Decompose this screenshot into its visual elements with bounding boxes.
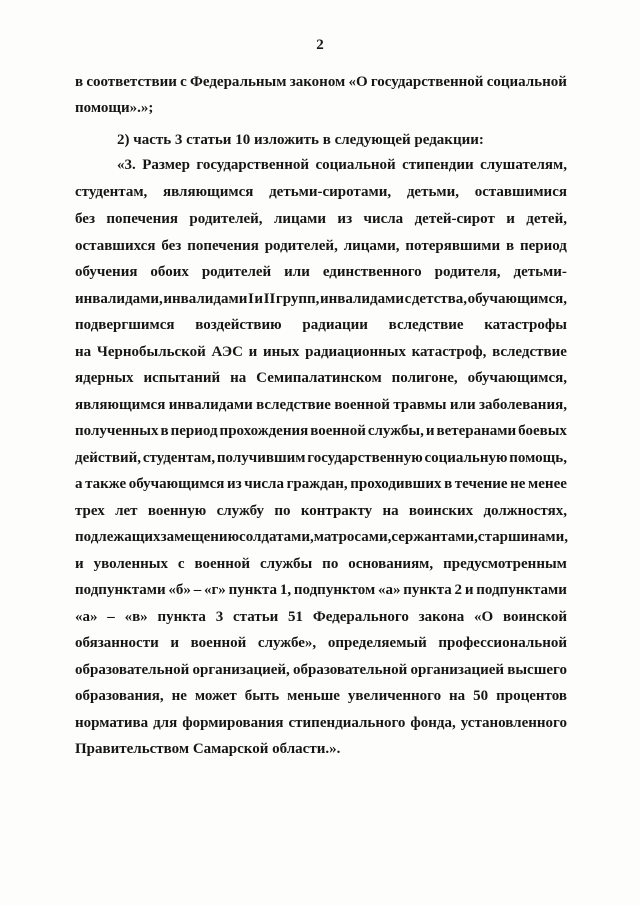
word: на [382, 503, 399, 519]
word: соответствии [86, 74, 177, 90]
word: воинской [502, 609, 567, 625]
word: Федеральным [190, 74, 287, 90]
word: – [107, 609, 115, 625]
word: образовательной [75, 662, 190, 678]
text-line [75, 289, 567, 309]
word: детьми-сиротами, [269, 184, 392, 200]
word: подпунктом [293, 582, 376, 598]
word: может [194, 688, 237, 704]
text-line [75, 155, 567, 175]
word: период [170, 423, 218, 439]
text-line [75, 182, 567, 202]
word: сержантами, [391, 529, 478, 545]
word: являющимся [75, 397, 166, 413]
word: испытаний [143, 370, 221, 386]
word: и [506, 211, 515, 227]
word: законом [289, 74, 346, 90]
word: Самарской [192, 741, 269, 757]
word: фонда, [410, 715, 456, 731]
word: пункта [403, 582, 452, 598]
word: без [161, 238, 182, 254]
word: в [75, 74, 84, 90]
word: высшего [507, 662, 567, 678]
word: катастрофы [484, 317, 567, 333]
word: и [75, 556, 84, 572]
word: и [170, 635, 180, 651]
word: полигоне, [391, 370, 458, 386]
word: быть [244, 688, 280, 704]
word: из [227, 476, 242, 492]
text-line [75, 580, 567, 600]
text-line [75, 474, 567, 494]
word: катастроф, [411, 344, 487, 360]
word: на [449, 688, 466, 704]
word: воинских [408, 503, 474, 519]
word: государственной [196, 157, 309, 173]
word: области.». [272, 741, 341, 757]
word: проходивших [350, 476, 442, 492]
word: подпунктами [476, 582, 567, 598]
word: детьми, [406, 184, 459, 200]
word: инвалидами [319, 291, 404, 307]
word: студентам, [75, 184, 148, 200]
word: обучения [75, 264, 138, 280]
word: родителей [201, 264, 272, 280]
text-line [75, 262, 567, 282]
word: службу [216, 503, 265, 519]
word: детей, [526, 211, 567, 227]
word: инвалидами [163, 291, 248, 307]
word: государственной [370, 74, 484, 90]
word: определяемый [327, 635, 427, 651]
word: воздействию [195, 317, 282, 333]
word: военную [147, 503, 207, 519]
word: обучающимся [128, 476, 225, 492]
text-line [75, 527, 567, 547]
text-line [75, 739, 567, 759]
word: обучающимся, [467, 291, 567, 307]
word: статьи [233, 609, 279, 625]
word: 10 [235, 132, 251, 148]
word: 3 [174, 132, 183, 148]
word: стипендиального [288, 715, 406, 731]
word: «г» [203, 582, 226, 598]
word: подлежащих [75, 529, 161, 545]
word: инвалидами [168, 397, 253, 413]
word: детей-сирот [414, 211, 495, 227]
word: 51 [288, 609, 304, 625]
word: групп, [275, 291, 320, 307]
word: получившим [216, 450, 306, 466]
word: менее [528, 476, 567, 492]
word: и [425, 423, 435, 439]
word: оставшихся [75, 238, 156, 254]
word: «а» [377, 582, 401, 598]
word: не [171, 688, 187, 704]
word: заболевания, [479, 397, 567, 413]
word: «а» [75, 609, 98, 625]
text-line [75, 130, 567, 150]
word: солдатами, [239, 529, 314, 545]
word: помощь, [509, 450, 567, 466]
word: попечения [106, 211, 178, 227]
word: старшинами, [477, 529, 569, 545]
word: контракту [300, 503, 373, 519]
word: Чернобыльской [96, 344, 206, 360]
word: пункта [157, 609, 206, 625]
word: закона [418, 609, 465, 625]
word: боевых [518, 423, 567, 439]
word: ветеранами [436, 423, 517, 439]
word: «О [348, 74, 368, 90]
text-line [75, 72, 567, 92]
word: 3 [215, 609, 224, 625]
text-line [75, 236, 567, 256]
word: Семипалатинском [256, 370, 382, 386]
word: образовательной [293, 662, 408, 678]
text-line [75, 448, 567, 468]
word: и [464, 582, 474, 598]
word: прохождения [219, 423, 309, 439]
word: действий, [75, 450, 142, 466]
word: военной [190, 635, 247, 651]
word: изложить [253, 132, 319, 148]
word: установленного [460, 715, 567, 731]
text-line [75, 607, 567, 627]
word: основаниям, [348, 556, 434, 572]
word: – [193, 582, 202, 598]
word: организацией, [192, 662, 290, 678]
word: травмы [393, 397, 447, 413]
word: социальную [424, 450, 508, 466]
word: норматива [75, 715, 149, 731]
word: для [153, 715, 178, 731]
word: часть [133, 132, 172, 148]
word: являющимся [163, 184, 254, 200]
word: государственную [307, 450, 423, 466]
word: военной [334, 397, 390, 413]
word: АЭС [211, 344, 243, 360]
word: обучающимся, [467, 370, 567, 386]
word: оставшимися [474, 184, 567, 200]
word: в [444, 476, 453, 492]
text-line [75, 368, 567, 388]
word: военной [194, 556, 251, 572]
text-line [75, 713, 567, 733]
word: на [230, 370, 247, 386]
word: студентам, [142, 450, 216, 466]
word: 50 [473, 688, 489, 704]
word: не [510, 476, 526, 492]
word: обоих [150, 264, 189, 280]
word: «3. [117, 157, 136, 173]
word: в [160, 423, 169, 439]
text-line [75, 315, 567, 335]
word: родителей, [189, 211, 263, 227]
word: также [85, 476, 127, 492]
word: военной [310, 423, 366, 439]
text-line [75, 98, 567, 118]
word: лицами, [343, 238, 400, 254]
text-line [75, 395, 567, 415]
word: и [248, 344, 258, 360]
word: уволенных [93, 556, 168, 572]
word: в [322, 132, 331, 148]
word: с [180, 74, 187, 90]
word: лет [115, 503, 138, 519]
word: детства, [411, 291, 468, 307]
word: редакции: [414, 132, 484, 148]
word: образования, [75, 688, 164, 704]
word: стипендии [402, 157, 474, 173]
word: с [404, 291, 412, 307]
word: ядерных [75, 370, 134, 386]
word: подпунктами [75, 582, 166, 598]
word: службы [259, 556, 313, 572]
word: процентов [496, 688, 567, 704]
word: «в» [124, 609, 148, 625]
text-line [75, 342, 567, 362]
word: вследствие [256, 397, 331, 413]
word: по [274, 503, 291, 519]
text-line [75, 633, 567, 653]
word: службы, [367, 423, 424, 439]
word: и [254, 291, 264, 307]
word: по [322, 556, 339, 572]
word: обязанности [75, 635, 159, 651]
word: граждан, [286, 476, 348, 492]
word: период [519, 238, 567, 254]
word: меньше [287, 688, 340, 704]
word: социальной [486, 74, 567, 90]
word: увеличенного [347, 688, 442, 704]
text-line [75, 209, 567, 229]
word: замещению [160, 529, 240, 545]
text-line [75, 501, 567, 521]
word: инвалидами, [75, 291, 163, 307]
word: на [75, 344, 92, 360]
word: попечения [187, 238, 259, 254]
word: матросами, [313, 529, 392, 545]
word: II [263, 291, 276, 307]
word: иных [262, 344, 300, 360]
word: статьи [186, 132, 232, 148]
word: или [449, 397, 476, 413]
word: 1, [279, 582, 292, 598]
text-line [75, 686, 567, 706]
page-number: 2 [316, 37, 324, 53]
word: трех [75, 503, 105, 519]
word: Размер [142, 157, 190, 173]
word: предусмотренным [443, 556, 567, 572]
word: вследствие [492, 344, 567, 360]
word: с [177, 556, 185, 572]
word: должностях, [483, 503, 567, 519]
word: 2) [117, 132, 130, 148]
word: службе», [257, 635, 317, 651]
word: помощи».»; [75, 100, 154, 116]
text-line [75, 660, 567, 680]
word: формирования [182, 715, 284, 731]
word: радиационных [305, 344, 406, 360]
word: подвергшимся [75, 317, 175, 333]
word: профессиональной [438, 635, 567, 651]
word: течение [454, 476, 508, 492]
word: потерявшими [405, 238, 501, 254]
text-line [75, 421, 567, 441]
word: вследствие [388, 317, 464, 333]
word: а [75, 476, 83, 492]
word: полученных [75, 423, 159, 439]
word: единственного [322, 264, 422, 280]
word: Федерального [312, 609, 409, 625]
word: родителей, [264, 238, 338, 254]
word: без [75, 211, 95, 227]
word: Правительством [75, 741, 190, 757]
word: числа [244, 476, 284, 492]
word: радиации [302, 317, 368, 333]
word: I [247, 291, 254, 307]
word: числа [363, 211, 404, 227]
word: социальной [315, 157, 396, 173]
word: слушателям, [480, 157, 567, 173]
word: родителя, [434, 264, 501, 280]
word: «б» [168, 582, 191, 598]
text-line [75, 554, 567, 574]
word: детьми- [513, 264, 567, 280]
word: из [337, 211, 353, 227]
word: организацией [410, 662, 505, 678]
word: в [505, 238, 515, 254]
word: 2 [454, 582, 463, 598]
word: пункта [228, 582, 278, 598]
word: лицами [273, 211, 327, 227]
word: или [284, 264, 310, 280]
word: следующей [334, 132, 411, 148]
word: «О [474, 609, 494, 625]
